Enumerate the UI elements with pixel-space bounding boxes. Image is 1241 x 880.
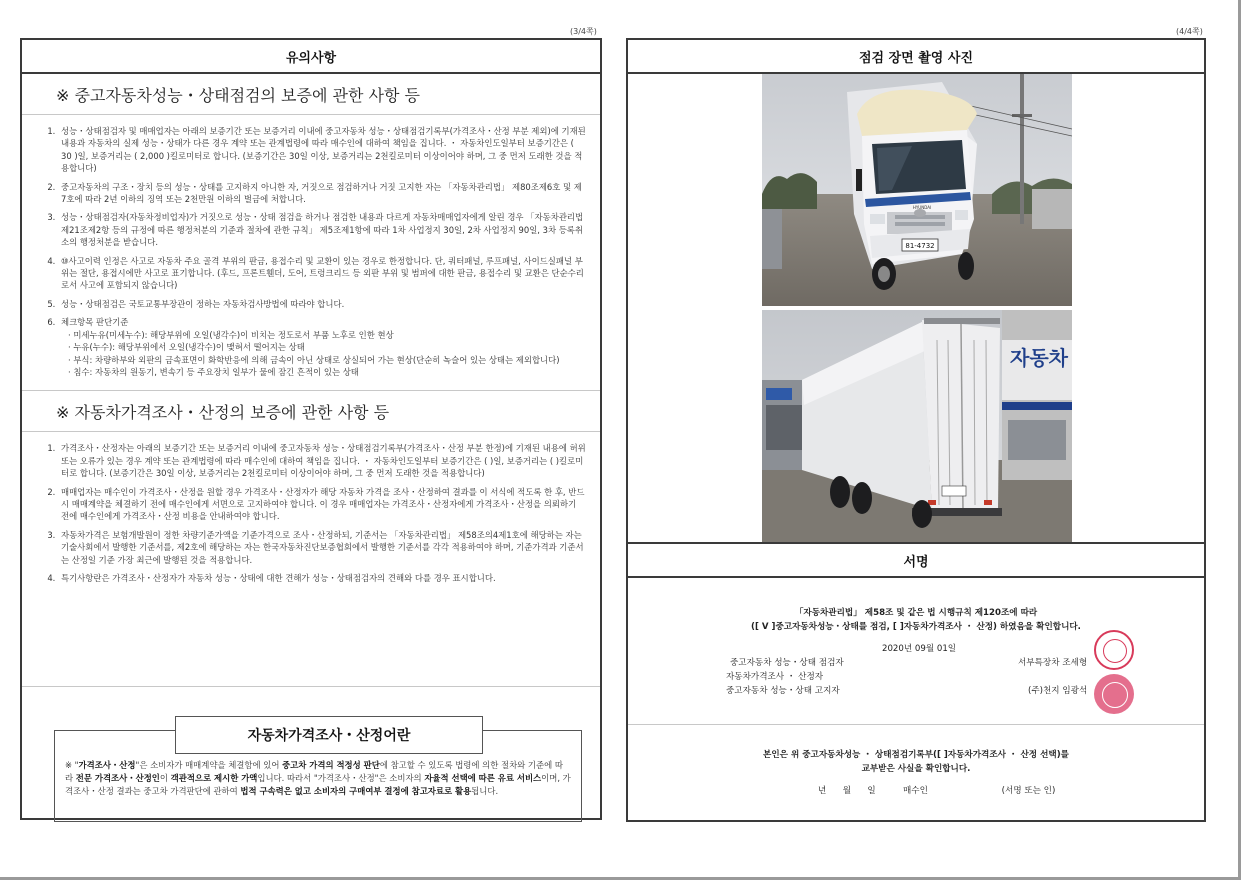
check-criteria-label: 체크항목 판단기준	[61, 317, 129, 328]
list-item: 2. 중고자동차의 구조・장치 등의 성능・상태를 고지하지 아니한 자, 거짓으로 점검하거나 거짓 고지한 자는 「자동차관리법」 제80조제6호 및 제7호에 따라 2년 이하의 징역 또는 2천만원 이하의 벌금에 처합니다.	[58, 181, 586, 206]
role-inspector: 중고자동차 성능・상태 점검자	[730, 658, 844, 668]
warranty-section-title: ※ 중고자동차성능・상태점검의 보증에 관한 사항 등	[56, 85, 420, 105]
divider	[628, 724, 1204, 725]
price-notice-title: 자동차가격조사・산정어란	[175, 716, 483, 754]
criteria-item: · 침수: 자동차의 원동기, 변속기 등 주요장치 일부가 물에 잠긴 흔적이 있는 상태	[65, 366, 586, 378]
price-section-title: ※ 자동차가격조사・산정의 보증에 관한 사항 등	[56, 402, 390, 422]
list-item: 1. 성능・상태점검자 및 매매업자는 아래의 보증기간 또는 보증거리 이내에 중고자동차 성능・상태점검기록부(가격조사・산정 부분 제외)에 기재된 내용과 자동차의 실제 성능・상태가 다른 경우 계약 또는 관계법령에 따라 매수인에 대하여 책임을 집니다. ・ 자동차인도일부터 보증기간은 ( 30 )일, 보증거리는 ( 2,000 )킬로미터로 합니다. (보증기간은 30일 이상, 보증거리는 2천킬로미터 이상이어야 하며, 그 중 먼저 도래한 것을 적용합니다)	[58, 125, 586, 175]
inspector-seal-stamp	[1094, 630, 1134, 670]
price-notice-text: ※ "가격조사・산정"은 소비자가 매매계약을 체결함에 있어 중고차 가격의 적정성 판단에 참고할 수 있도록 법령에 의한 절차와 기준에 따라 전문 가격조사・산정인이 객관적으로 제시한 가액입니다. 따라서 "가격조사・산정"은 소비자의 자율적 선택에 따른 유료 서비스이며, 가격조사・산정 결과는 중고차 가격판단에 관하여 법적 구속력은 없고 소비자의 구매여부 결정에 참고자료로 활용됩니다.	[65, 760, 571, 796]
warranty-list	[22, 115, 600, 390]
truck-rear-photo	[762, 310, 1072, 542]
list-item: 1. 가격조사・산정자는 아래의 보증기간 또는 보증거리 이내에 중고자동차 성능・상태점검기록부(가격조사・산정 부분 한정)에 기재된 내용에 허위 또는 오류가 있는 경우 계약 또는 관계법령에 따라 매수인에 대하여 책임을 집니다. ・ 자동차인도일부터 보증기간은 ( )일, 보증거리는 ( )킬로미터로 합니다. (보증기간은 30일 이상, 보증거리는 2천킬로미터 이상이어야 하며, 그 중 먼저 도래한 것을 적용합니다)	[58, 442, 586, 479]
role-notifier: 중고자동차 성능・상태 고지자	[726, 686, 840, 696]
notes-panel	[20, 38, 602, 820]
list-item: 2. 매매업자는 매수인이 가격조사・산정을 원할 경우 가격조사・산정자가 해당 자동차 가격을 조사・산정하여 결과를 이 서식에 적도록 한 후, 반드시 매매계약을 체결하기 전에 매수인에게 서면으로 고지하여야 합니다. 이 경우 매매업자는 가격조사・산정자에게 가격조사・산정을 의뢰하기 전에 매수인에게 가격조사・산정 비용을 안내하여야 합니다.	[58, 486, 586, 523]
truck-brand-text: HYUNDAI	[912, 205, 932, 210]
criteria-item: · 누유(누수): 해당부위에서 오일(냉각수)이 맺혀서 떨어지는 상태	[65, 341, 586, 353]
photo-heading: 점검 장면 촬영 사진	[628, 40, 1204, 74]
truck-front-photo	[762, 74, 1072, 306]
list-item: 5. 성능・상태점검은 국토교통부장관이 정하는 자동차검사방법에 따라야 합니다.	[58, 298, 586, 310]
list-item: 3. 자동차가격은 보험개발원이 정한 차량기준가액을 기준가격으로 조사・산정하되, 기준서는 「자동차관리법」 제58조의4제1호에 해당하는 자는 기술사회에서 발행한 기준서를, 제2호에 해당하는 자는 한국자동차진단보증협회에서 발행한 기준서를 각각 적용하여야 하며, 기준가격과 기준서는 산정일 기준 가장 최근에 발행된 것을 적용합니다.	[58, 529, 586, 566]
inspection-date: 2020년 09월 01일	[882, 644, 957, 654]
law-statement-line2: ([ V ]중고자동차성능・상태를 점검, [ ]자동차가격조사 ・ 산정) 하였음을 확인합니다.	[751, 622, 1081, 632]
svg-text:자동차: 자동차	[1010, 346, 1068, 370]
role-price-assessor: 자동차가격조사 ・ 산정자	[726, 672, 824, 682]
front-plate-text: 81-4732	[905, 242, 935, 250]
receipt-statement-line1: 본인은 위 중고자동차성능 ・ 상태점검기록부([ ]자동차가격조사 ・ 산정 선택)를	[763, 750, 1069, 760]
receipt-statement-line2: 교부받은 사실을 확인합니다.	[861, 764, 971, 774]
name-notifier: (주)천지 임광석	[1028, 686, 1088, 696]
price-list	[22, 432, 600, 596]
list-item	[58, 316, 586, 378]
notes-heading: 유의사항	[22, 40, 600, 74]
criteria-list	[61, 329, 586, 379]
page-number-right: (4/4쪽)	[1176, 27, 1203, 36]
signature-heading: 서명	[628, 544, 1204, 578]
divider	[22, 686, 600, 687]
criteria-item: · 부식: 차량하부와 외판의 금속표면이 화학반응에 의해 금속이 아닌 상태로 상실되어 가는 현상(단순히 녹슬어 있는 상태는 제외합니다)	[65, 354, 586, 366]
notifier-seal-stamp	[1094, 674, 1134, 714]
signature-panel	[626, 542, 1206, 822]
list-item: 4. ⑩사고이력 인정은 사고로 자동차 주요 골격 부위의 판금, 용접수리 및 교환이 있는 경우로 한정합니다. 단, 쿼터패널, 루프패널, 사이드실패널 부위는 절단, 용접시에만 사고로 표기합니다. (후드, 프론트휀더, 도어, 트렁크리드 등 외판 부위 및 범퍼에 대한 판금, 용접수리 및 교환은 단순수리로서 사고에 포함되지 않습니다)	[58, 255, 586, 292]
criteria-item: · 미세누유(미세누수): 해당부위에 오일(냉각수)이 비치는 정도로서 부품 노후로 인한 현상	[65, 329, 586, 341]
price-notice-box	[54, 730, 582, 822]
list-item: 3. 성능・상태점검자(자동차정비업자)가 거짓으로 성능・상태 점검을 하거나 점검한 내용과 다르게 자동차매매업자에게 알린 경우 「자동차관리법 제21조제2항 등의 규정에 따른 행정처분의 기준과 절차에 관한 규칙」 제5조제1항에 따라 1차 사업정지 30일, 2차 사업정지 90일, 3차 등록취소의 행정처분을 받습니다.	[58, 211, 586, 248]
photo-panel	[626, 38, 1206, 544]
buyer-signature-fields[interactable]: 년 월 일 매수인 (서명 또는 인)	[818, 786, 1056, 796]
name-inspector: 서부특장차 조세형	[1018, 658, 1088, 668]
page-number-left: (3/4쪽)	[570, 27, 597, 36]
list-item: 4. 특기사항란은 가격조사・산정자가 자동차 성능・상태에 대한 견해가 성능・상태점검자의 견해와 다를 경우 표시합니다.	[58, 572, 586, 584]
law-statement-line1: 「자동차관리법」 제58조 및 같은 법 시행규칙 제120조에 따라	[794, 608, 1038, 618]
